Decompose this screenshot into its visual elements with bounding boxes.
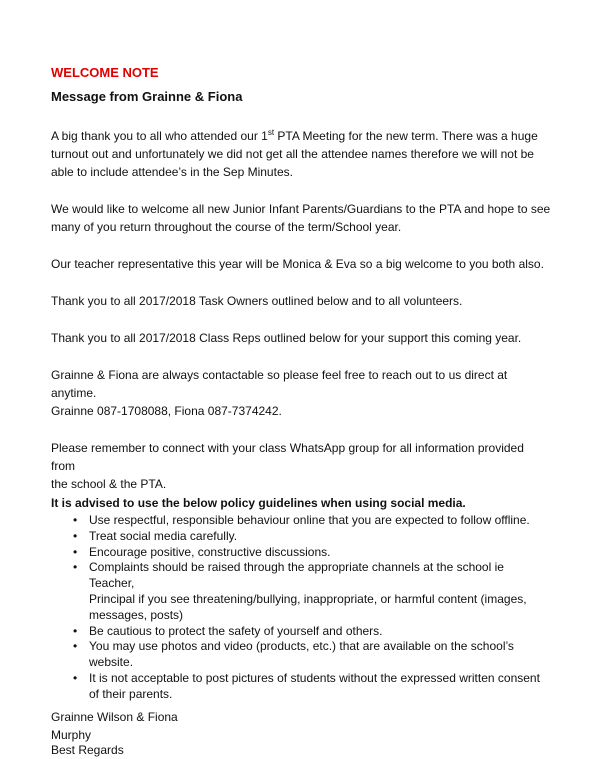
welcome-note-title: WELCOME NOTE	[51, 65, 159, 80]
policy-guidelines-heading: It is advised to use the below policy guidelines when using social media.	[51, 496, 466, 510]
bullet-icon: •	[73, 544, 78, 559]
paragraph-whatsapp	[51, 439, 551, 493]
guideline-item	[51, 624, 551, 640]
guideline-text: Principal if you see threatening/bullying, inappropriate, or harmful content (images,	[89, 591, 527, 606]
paragraph-welcome-parents	[51, 200, 551, 236]
guideline-item	[51, 639, 551, 671]
guideline-text: Treat social media carefully.	[89, 528, 238, 543]
guideline-item	[51, 560, 551, 623]
contact-phone-numbers: Grainne 087-1708088, Fiona 087-7374242.	[51, 404, 282, 418]
paragraph-teacher-representative: Our teacher representative this year will be Monica & Eva so a big welcome to you both also.	[51, 257, 544, 271]
text-line: Please remember to connect with your class WhatsApp group for all information provided from	[51, 441, 524, 473]
text-line: Grainne & Fiona are always contactable so please feel free to reach out to us direct at anytime.	[51, 368, 508, 400]
text-line: We would like to welcome all new Junior Infant Parents/Guardians to the PTA and hope to see	[51, 202, 551, 216]
text-line: able to include attendee’s in the Sep Minutes.	[51, 165, 293, 179]
guideline-text: messages, posts)	[89, 607, 184, 622]
signature-line-cut-off	[51, 708, 221, 742]
document-body	[51, 64, 551, 759]
bullet-icon: •	[73, 560, 78, 575]
closing-regards: Best Regards	[51, 742, 124, 757]
paragraph-class-reps: Thank you to all 2017/2018 Class Reps outlined below for your support this coming year.	[51, 331, 522, 345]
ordinal-superscript: st	[267, 128, 275, 137]
bullet-icon: •	[73, 528, 78, 543]
text-fragment: A big thank you to all who attended our 1	[51, 129, 268, 143]
guideline-text: Use respectful, responsible behaviour online that you are expected to follow offline.	[89, 513, 530, 527]
guideline-text: website.	[89, 655, 134, 670]
text-line: the school & the PTA.	[51, 477, 167, 491]
message-subtitle: Message from Grainne & Fiona	[51, 89, 243, 104]
guideline-text: Complaints should be raised through the appropriate channels at the school ie Teacher,	[89, 560, 504, 591]
signature-names: Grainne Wilson & Fiona Murphy	[51, 710, 178, 742]
paragraph-thank-you-meeting	[51, 127, 551, 181]
guideline-text: It is not acceptable to post pictures of students without the expressed written consent	[89, 670, 540, 685]
guideline-item	[51, 545, 551, 561]
bullet-icon: •	[73, 513, 78, 527]
bullet-icon: •	[73, 623, 78, 638]
guideline-item	[51, 529, 551, 545]
text-line: turnout out and unfortunately we did not get all the attendee names therefore we will not be	[51, 147, 534, 161]
guideline-item	[51, 671, 551, 703]
guideline-text: You may use photos and video (products, etc.) that are available on the school’s	[89, 639, 514, 654]
paragraph-task-owners: Thank you to all 2017/2018 Task Owners outlined below and to all volunteers.	[51, 294, 463, 308]
text-line: many of you return throughout the course of the term/School year.	[51, 220, 402, 234]
policy-guidelines-list	[51, 513, 551, 703]
guideline-item	[51, 513, 551, 529]
guideline-text: Encourage positive, constructive discussions.	[89, 544, 331, 559]
bullet-icon: •	[73, 639, 78, 654]
bullet-icon: •	[73, 670, 78, 685]
guideline-text: of their parents.	[89, 686, 173, 701]
paragraph-contact-info	[51, 366, 551, 420]
guideline-text: Be cautious to protect the safety of yourself and others.	[89, 623, 383, 638]
text-fragment: PTA Meeting for the new term. There was a huge	[274, 129, 538, 143]
